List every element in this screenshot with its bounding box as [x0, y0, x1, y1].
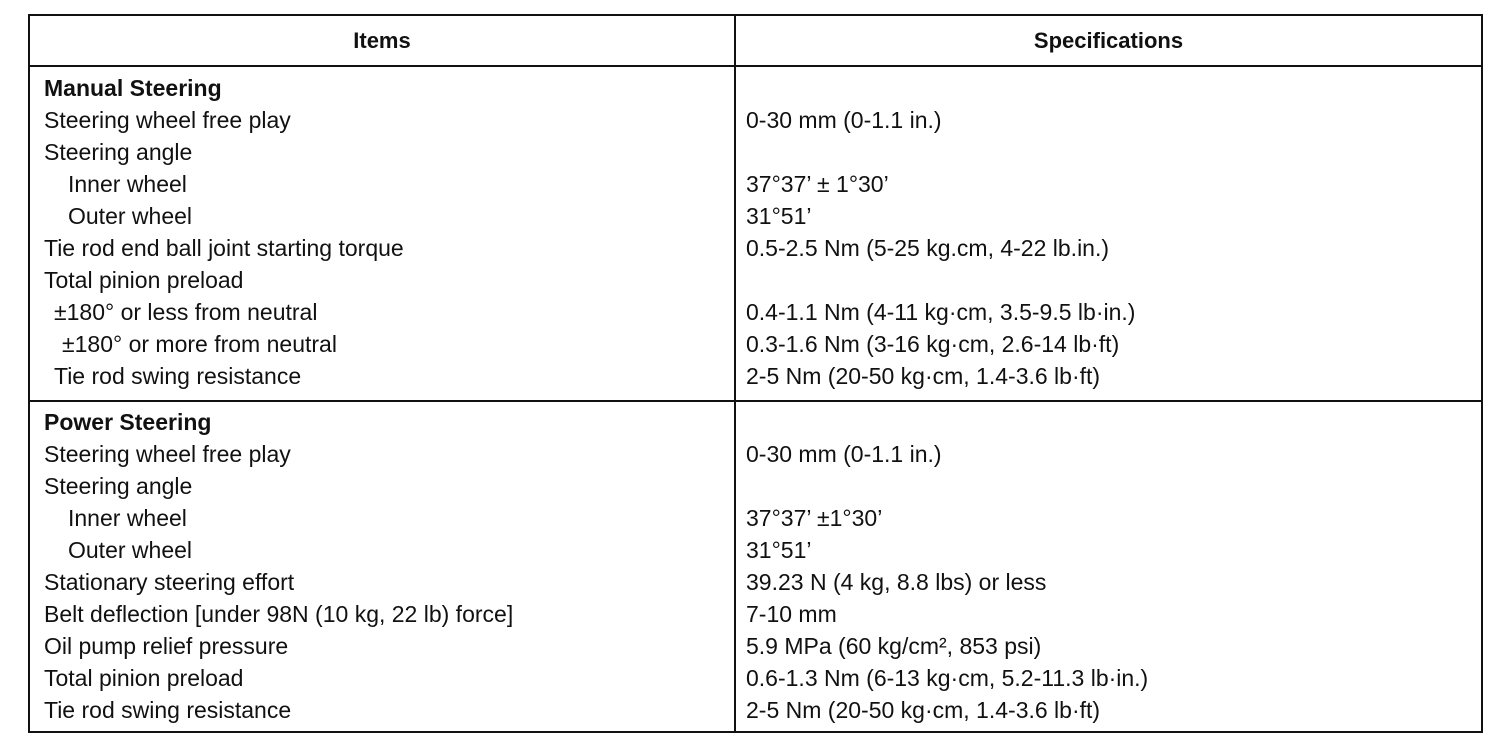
table-row: [30, 136, 1481, 168]
item-cell: Outer wheel: [68, 537, 193, 563]
table-row: [30, 200, 1481, 232]
table-row: [30, 502, 1481, 534]
item-cell: Oil pump relief pressure: [44, 633, 289, 659]
item-cell: Total pinion preload: [44, 267, 244, 293]
item-cell: Inner wheel: [68, 505, 187, 531]
item-cell: ±180° or less from neutral: [54, 299, 318, 325]
item-cell: Tie rod end ball joint starting torque: [44, 235, 404, 261]
item-cell: Belt deflection [under 98N (10 kg, 22 lb) force]: [44, 601, 514, 627]
item-cell: Steering wheel free play: [44, 441, 291, 467]
table-row: [30, 328, 1481, 360]
table-row: [30, 264, 1481, 296]
spec-cell: 2-5 Nm (20-50 kg·cm, 1.4-3.6 lb·ft): [746, 697, 1101, 723]
specifications-table: [28, 14, 1483, 733]
spec-cell: 0.5-2.5 Nm (5-25 kg.cm, 4-22 lb.in.): [746, 235, 1110, 261]
table-row: [30, 470, 1481, 502]
item-cell: Tie rod swing resistance: [54, 363, 302, 389]
item-cell: Steering wheel free play: [44, 107, 291, 133]
item-cell: ±180° or more from neutral: [62, 331, 337, 357]
spec-cell: 31°51’: [746, 203, 812, 229]
item-cell: Inner wheel: [68, 171, 187, 197]
item-cell: Tie rod swing resistance: [44, 697, 292, 723]
header-divider: [30, 65, 1481, 67]
header-items: Items: [353, 28, 411, 53]
section-title: Manual Steering: [44, 75, 222, 101]
table-row: [30, 566, 1481, 598]
section-title-row: [30, 406, 1481, 438]
spec-cell: 37°37’ ± 1°30’: [746, 171, 889, 197]
table-row: [30, 232, 1481, 264]
item-cell: Total pinion preload: [44, 665, 244, 691]
spec-cell: 2-5 Nm (20-50 kg·cm, 1.4-3.6 lb·ft): [746, 363, 1101, 389]
section-divider: [30, 400, 1481, 402]
table-row: [30, 104, 1481, 136]
table-row: [30, 296, 1481, 328]
section-title: Power Steering: [44, 409, 212, 435]
item-cell: Outer wheel: [68, 203, 193, 229]
spec-cell: 0.3-1.6 Nm (3-16 kg·cm, 2.6-14 lb·ft): [746, 331, 1120, 357]
spec-cell: 31°51’: [746, 537, 812, 563]
spec-cell: 0-30 mm (0-1.1 in.): [746, 107, 942, 133]
item-cell: Steering angle: [44, 139, 193, 165]
spec-cell: 37°37’ ±1°30’: [746, 505, 883, 531]
table-row: [30, 360, 1481, 392]
table-row: [30, 534, 1481, 566]
spec-cell: 7-10 mm: [746, 601, 837, 627]
item-cell: Stationary steering effort: [44, 569, 295, 595]
header-specifications: Specifications: [1033, 28, 1184, 53]
spec-cell: 0-30 mm (0-1.1 in.): [746, 441, 942, 467]
section-title-row: [30, 72, 1481, 104]
spec-cell: 5.9 MPa (60 kg/cm², 853 psi): [746, 633, 1042, 659]
item-cell: Steering angle: [44, 473, 193, 499]
spec-cell: 39.23 N (4 kg, 8.8 lbs) or less: [746, 569, 1047, 595]
table-row: [30, 438, 1481, 470]
table-row: [30, 694, 1481, 726]
spec-cell: 0.6-1.3 Nm (6-13 kg·cm, 5.2-11.3 lb·in.): [746, 665, 1149, 691]
table-row: [30, 630, 1481, 662]
spec-cell: 0.4-1.1 Nm (4-11 kg·cm, 3.5-9.5 lb·in.): [746, 299, 1136, 325]
table-row: [30, 662, 1481, 694]
table-row: [30, 168, 1481, 200]
table-row: [30, 598, 1481, 630]
